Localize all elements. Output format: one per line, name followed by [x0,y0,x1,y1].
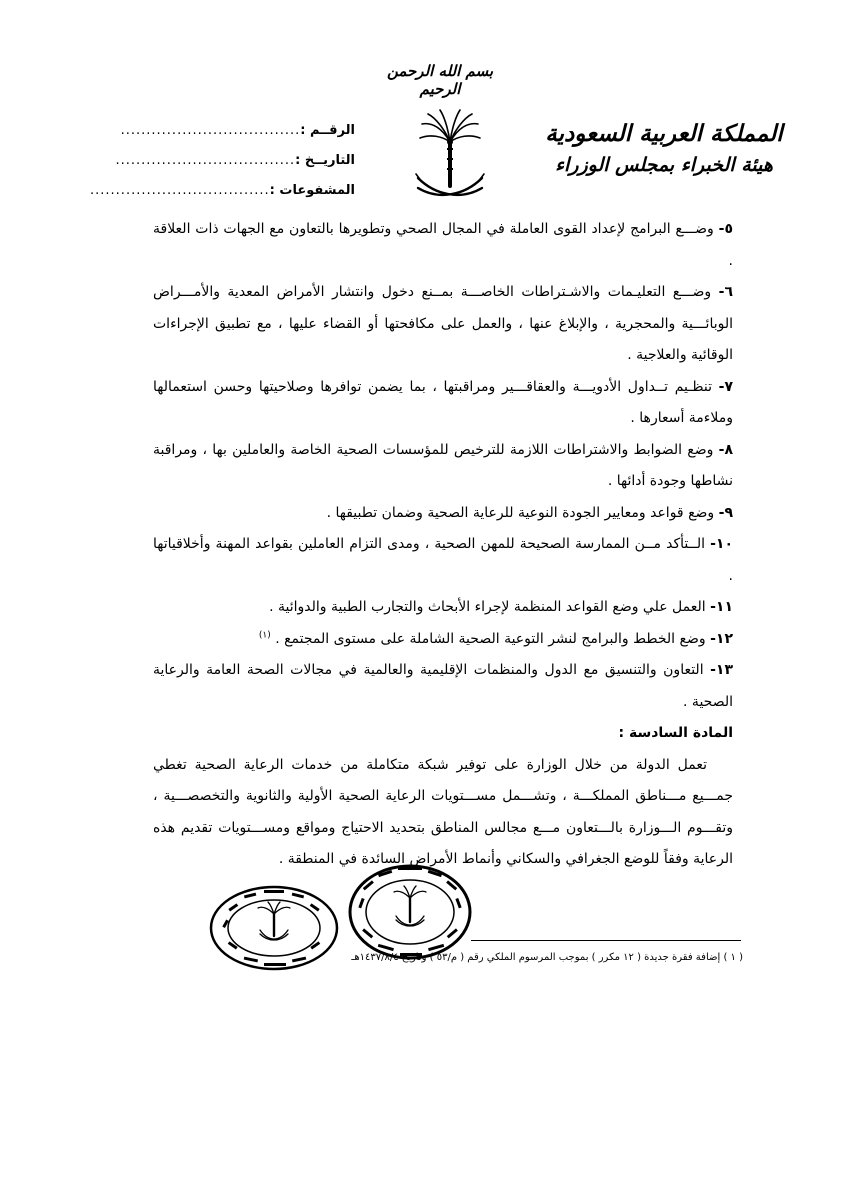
saudi-emblem-icon [412,108,488,212]
item-text: وضع الخطط والبرامج لنشر التوعية الصحية الشاملة على مستوى المجتمع . [275,630,706,647]
item-text: وضع قواعد ومعايير الجودة النوعية للرعاية الصحية وضمان تطبيقها . [326,504,715,521]
list-item [153,214,733,277]
item-text: وضـــع التعليـمات والاشـتراطات الخاصـــة بمــنع دخول وانتشار الأمراض المعدية والأمـــراض الوبائـــية والمحجرية ، والإبلاغ عنها ، والعمل على مكافحتها أو القضاء عليها ، مع تطبيق الإجراءات الوقائية والعلاجية . [153,284,733,363]
document-meta-fields [90,120,355,210]
item-number: ١٣- [710,662,733,678]
date-value: ................................... [115,153,296,168]
item-number: ٧- [718,378,733,395]
list-item [153,529,733,592]
attachments-value: ................................... [90,183,270,198]
footnote-divider [471,940,741,941]
footnote-reference: (١) [258,629,271,640]
item-text: الــتأكد مــن الممارسة الصحيحة للمهن الصحية ، ومدى التزام العاملين بقواعد المهنة وأخلاقياتها . [153,536,733,584]
date-label: التاريــخ : [295,153,355,168]
item-text: وضع الضوابط والاشتراطات اللازمة للترخيص للمؤسسات الصحية الخاصة والعاملين بها ، ومراقبة نشاطها وجودة أدائها . [153,441,733,489]
footnote: ( ١ ) إضافة فقرة جديدة ( ١٢ مكرر ) بموجب المرسوم الملكي رقم ( م/٥٣ ) وتاريخ ١٤٣٧/٨/٤هـ [351,952,743,963]
item-text: تنظـيم تــداول الأدويـــة والعقاقـــير ومراقبتها ، بما يضمن توافرها وصلاحيتها وحسن استعمالها وملاءمة أسعارها . [153,378,733,426]
item-number: ١١- [710,599,733,615]
item-number: ٩- [718,504,733,521]
article-heading: المادة السادسة : [618,725,733,741]
list-item [153,624,733,656]
reference-number-field [120,120,355,150]
reference-number-label: الرقــم : [300,123,355,138]
reference-number-value: ................................... [120,123,301,138]
date-field [115,150,355,180]
item-text: التعاون والتنسيق مع الدول والمنظمات الإقليمية والعالمية في مجالات الصحة العامة والرعاية الصحية . [153,662,733,710]
basmala: بسم الله الرحمن الرحيم [386,62,494,98]
item-number: ٦- [718,284,734,300]
item-number: ٨- [718,441,733,458]
list-item [153,277,733,372]
item-number: ١٢- [710,630,733,647]
list-item [153,372,733,435]
kingdom-name: المملكة العربية السعودية [545,120,783,147]
authority-name: هيئة الخبراء بمجلس الوزراء [555,154,773,176]
organization-header [539,118,789,180]
article-paragraph: تعمل الدولة من خلال الوزارة على توفير شبكة متكاملة من خدمات الرعاية الصحية تغطي جمـــيع مـــناطق المملكـــة ، وتشـــمل مســـتويات الرعاية الصحية الأولية والثانوية والتخصصـــية ، وتقـــوم الـــوزارة بالـــتعاون مـــع مجالس المناطق بتحديد الاحتياج ومواقع ومســـتويات تقديم هذه الرعاية وفقاً للوضع الجغرافي والسكاني وأنماط الأمراض السائدة في المنطقة . [153,756,733,867]
list-item [153,498,733,530]
item-number: ٥- [718,221,734,237]
item-text: وضـــع البرامج لإعداد القوى العاملة في المجال الصحي وتطويرها بالتعاون مع الجهات ذات العلاقة . [153,221,733,269]
document-body [153,214,733,876]
item-number: ١٠- [710,536,733,552]
item-text: العمل علي وضع القواعد المنظمة لإجراء الأبحاث والتجارب الطبية والدوائية . [269,599,706,615]
attachments-label: المشفوعات : [269,183,355,198]
list-item [153,592,733,624]
secretariat-seal-stamp [346,862,474,962]
list-item [153,435,733,498]
attachments-field [90,180,355,210]
list-item [153,655,733,718]
